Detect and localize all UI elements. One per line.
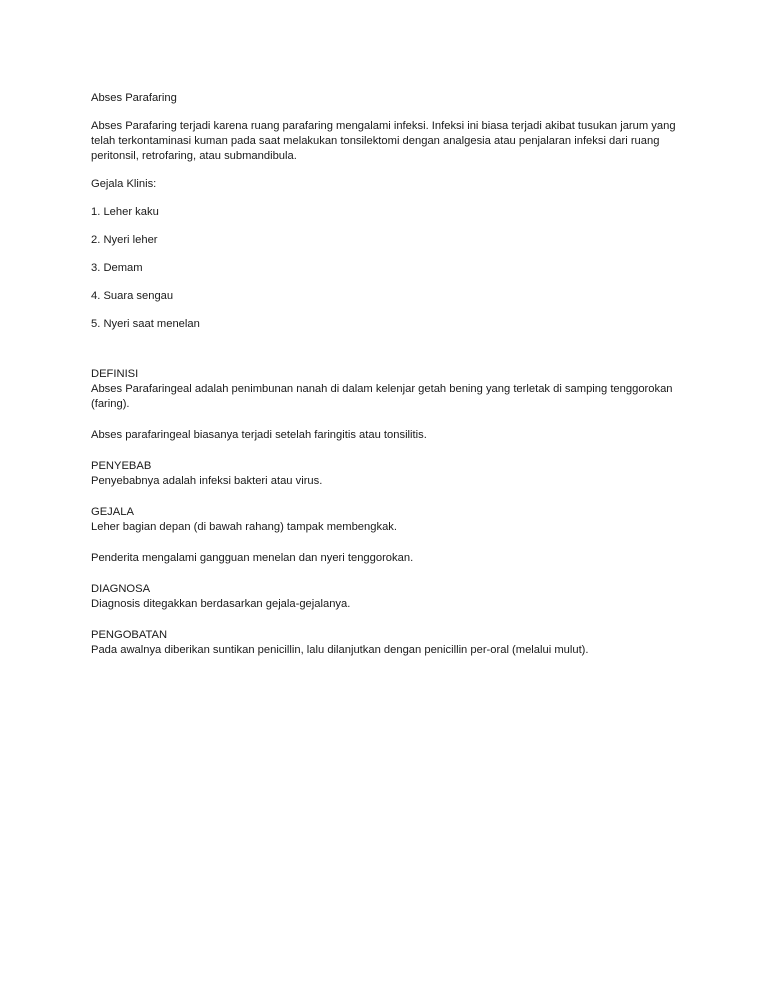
- definisi-extra-paragraph: Abses parafaringeal biasanya terjadi setelah faringitis atau tonsilitis.: [91, 429, 427, 441]
- section-body-gejala: Leher bagian depan (di bawah rahang) tampak membengkak.: [91, 521, 397, 533]
- gejala-klinis-list: [91, 205, 691, 332]
- section-heading-pengobatan: PENGOBATAN: [91, 629, 168, 641]
- section-body-pengobatan: Pada awalnya diberikan suntikan penicillin, lalu dilanjutkan dengan penicillin per-oral (melalui mulut).: [91, 644, 589, 656]
- section-gejala: [91, 505, 691, 535]
- list-item: 2. Nyeri leher: [91, 234, 158, 246]
- section-heading-gejala: GEJALA: [91, 506, 134, 518]
- gejala-klinis-heading: Gejala Klinis:: [91, 178, 157, 190]
- section-body-definisi: Abses Parafaringeal adalah penimbunan nanah di dalam kelenjar getah bening yang terletak di samping tenggorokan (faring).: [91, 383, 673, 410]
- section-pengobatan: [91, 628, 691, 658]
- section-heading-definisi: DEFINISI: [91, 368, 139, 380]
- spacer: [91, 332, 691, 367]
- section-body-diagnosa: Diagnosis ditegakkan berdasarkan gejala-gejalanya.: [91, 598, 351, 610]
- list-item: 3. Demam: [91, 262, 143, 274]
- list-item: 1. Leher kaku: [91, 206, 159, 218]
- document-content: [91, 91, 691, 674]
- section-heading-penyebab: PENYEBAB: [91, 460, 152, 472]
- list-item: 5. Nyeri saat menelan: [91, 318, 200, 330]
- gejala-extra-paragraph: Penderita mengalami gangguan menelan dan nyeri tenggorokan.: [91, 552, 414, 564]
- section-penyebab: [91, 459, 691, 489]
- section-definisi: [91, 367, 691, 412]
- section-body-penyebab: Penyebabnya adalah infeksi bakteri atau virus.: [91, 475, 323, 487]
- section-heading-diagnosa: DIAGNOSA: [91, 583, 151, 595]
- list-item: 4. Suara sengau: [91, 290, 174, 302]
- document-title: Abses Parafaring: [91, 92, 177, 104]
- section-diagnosa: [91, 582, 691, 612]
- intro-paragraph: Abses Parafaring terjadi karena ruang parafaring mengalami infeksi. Infeksi ini biasa terjadi akibat tusukan jarum yang telah terkontaminasi kuman pada saat melakukan tonsilektomi dengan analgesia atau penjalaran infeksi dari ruang peritonsil, retrofaring, atau submandibula.: [91, 120, 676, 162]
